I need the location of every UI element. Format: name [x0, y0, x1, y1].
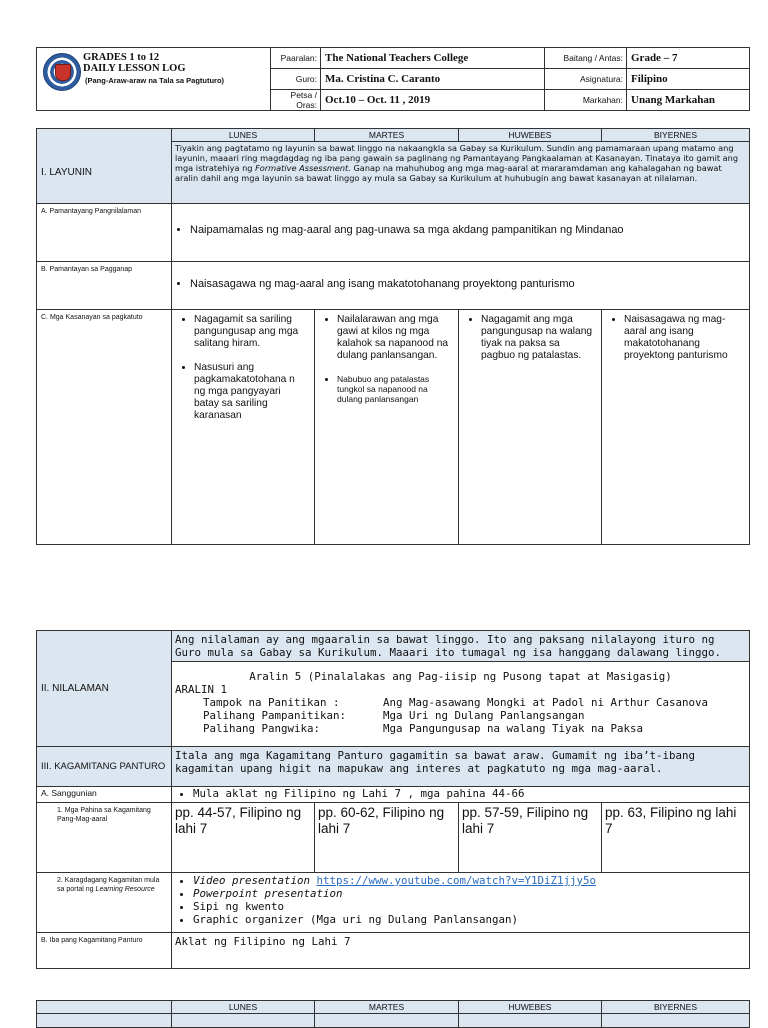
- bottom-blank-cell: [315, 1014, 459, 1028]
- kagamitan-title: III. KAGAMITANG PANTURO: [37, 747, 172, 787]
- bottom-blank-cell: [37, 1014, 172, 1028]
- asignatura-label: Asignatura:: [545, 69, 627, 90]
- bottom-blank-cell: [459, 1014, 602, 1028]
- guro-value: Ma. Cristina C. Caranto: [321, 69, 545, 90]
- asignatura-value: Filipino: [627, 69, 750, 90]
- sanggunian-text: • Mula aklat ng Filipino ng Lahi 7 , mga pahina 44-66: [193, 787, 746, 800]
- list-item: • Nasusuri ang pagkamakatotohana n ng mga pangyayari batay sa sariling karanasan: [194, 362, 308, 422]
- day-header-blank: [37, 129, 172, 142]
- kasanayan-martes: [315, 310, 459, 545]
- markahan-value: Unang Markahan: [627, 90, 750, 111]
- pahina-martes: pp. 60-62, Filipino ng lahi 7: [315, 803, 459, 873]
- layunin-table: [36, 128, 750, 545]
- aralin-row: Palihang Pangwika: Mga Pangungusap na walang Tiyak na Paksa: [203, 722, 644, 735]
- list-item: • Nagagamit ang mga pangungusap na walang tiyak na paksa sa pagbuo ng patalastas.: [481, 314, 595, 362]
- header-table: [36, 47, 750, 111]
- header-title: GRADES 1 to 12 DAILY LESSON LOG: [83, 52, 186, 74]
- paaralan-value: The National Teachers College: [321, 48, 545, 69]
- pamantayan-pagganap-label: B. Pamantayan sa Pagganap: [37, 262, 172, 310]
- list-item: • Nagagamit sa sariling pangungusap ang mga salitang hiram.: [194, 314, 308, 350]
- karagdagang-label: 2. Karagdagang Kagamitan mula sa portal ng Learning Resource: [37, 873, 172, 933]
- list-item: • Powerpoint presentation: [193, 887, 746, 900]
- list-item: • Nailalarawan ang mga gawi at kilos ng mga kalahok sa napanood na dulang panlansangan.: [337, 314, 452, 362]
- petsa-label: Petsa / Oras:: [271, 90, 321, 111]
- karagdagang-cell: [172, 873, 750, 933]
- pamantayan-pagganap-cell: [172, 262, 750, 310]
- nilalaman-content: [172, 662, 750, 747]
- kasanayan-label: C. Mga Kasanayan sa pagkatuto: [37, 310, 172, 545]
- petsa-value: Oct.10 – Oct. 11 , 2019: [321, 90, 545, 111]
- list-item: • Video presentation https://www.youtube.com/watch?v=Y1DiZ1jjy5o: [193, 874, 746, 887]
- list-item: • Sipi ng kwento: [193, 900, 746, 913]
- deped-seal-icon: [43, 53, 81, 91]
- nilalaman-title: II. NILALAMAN: [37, 631, 172, 747]
- iba-pang-text: Aklat ng Filipino ng Lahi 7: [172, 933, 750, 969]
- header-logo-cell: [37, 48, 271, 111]
- sanggunian-label: A. Sanggunian: [37, 787, 172, 803]
- pahina-lunes: pp. 44-57, Filipino ng lahi 7: [172, 803, 315, 873]
- day-header-biyernes: BIYERNES: [602, 1001, 750, 1014]
- list-item: • Graphic organizer (Mga uri ng Dulang Panlansangan): [193, 913, 746, 926]
- aralin-row: Tampok na Panitikan : Ang Mag-asawang Mongki at Padol ni Arthur Casanova: [203, 696, 709, 709]
- pahina-huwebes: pp. 57-59, Filipino ng lahi 7: [459, 803, 602, 873]
- list-item: • Naisasagawa ng mag-aaral ang isang makatotohanang proyektong panturismo: [624, 314, 743, 362]
- baitang-label: Baitang / Antas:: [545, 48, 627, 69]
- kasanayan-huwebes: [459, 310, 602, 545]
- aralin-label: ARALIN 1: [175, 683, 228, 696]
- bottom-blank-cell: [602, 1014, 750, 1028]
- guro-label: Guro:: [271, 69, 321, 90]
- day-header-lunes: LUNES: [172, 129, 315, 142]
- header-subtitle: (Pang-Araw-araw na Tala sa Pagtuturo): [85, 76, 225, 85]
- baitang-value: Grade – 7: [627, 48, 750, 69]
- nilalaman-intro: Ang nilalaman ay ang mgaaralin sa bawat linggo. Ito ang paksang nilalayong ituro ng Guro mula sa Gabay sa Kurikulum. Maaari ito tumagal ng isa hanggang dalawang linggo.: [172, 631, 750, 662]
- video-link[interactable]: https://www.youtube.com/watch?v=Y1DiZ1jjy5o: [316, 874, 597, 887]
- layunin-description: Tiyakin ang pagtatamo ng layunin sa bawat linggo na nakaangkla sa Gabay sa Kurikulum. Sundin ang pamamaraan upang matamo ang layunin, maaari ring magdagdag ng iba pang gawain sa paglinang ng Pamantayang Pangkaalaman at Kasanayan. Tinataya ito gamit ang mga istratehiya ng Formative Assessment. Ganap na mahuhubog ang mga mag-aaral at mararamdaman ang kahalagahan ng bawat aralin dahil ang mga layunin sa bawat linggo ay mula sa Gabay sa Kurikulum at huhubugin ang bawat kasanayan at nilalaman.: [172, 142, 750, 204]
- aralin-title: Aralin 5 (Pinalalakas ang Pag-iisip ng Pusong tapat at Masigasig): [249, 670, 672, 683]
- pahina-biyernes: pp. 63, Filipino ng lahi 7: [602, 803, 750, 873]
- aralin-row: Palihang Pampanitikan: Mga Uri ng Dulang Panlangsangan: [203, 709, 585, 722]
- paaralan-label: Paaralan:: [271, 48, 321, 69]
- pamantayan-pagganap-text: • Naisasagawa ng mag-aaral ang isang makatotohanang proyektong panturismo: [190, 278, 749, 290]
- day-header-huwebes: HUWEBES: [459, 1001, 602, 1014]
- layunin-title: I. LAYUNIN: [37, 142, 172, 204]
- day-header-blank: [37, 1001, 172, 1014]
- day-header-martes: MARTES: [315, 1001, 459, 1014]
- bottom-blank-cell: [172, 1014, 315, 1028]
- kagamitan-intro: Itala ang mga Kagamitang Panturo gagamitin sa bawat araw. Gumamit ng iba’t-ibang kagamitan upang higit na mapukaw ang interes at pagkatuto ng mga mag-aaral.: [172, 747, 750, 787]
- pamantayang-pangnilalaman-cell: [172, 204, 750, 262]
- iba-pang-label: B. Iba pang Kagamitang Panturo: [37, 933, 172, 969]
- nilalaman-table: [36, 630, 750, 969]
- day-header-huwebes: HUWEBES: [459, 129, 602, 142]
- sanggunian-cell: [172, 787, 750, 803]
- day-header-martes: MARTES: [315, 129, 459, 142]
- markahan-label: Markahan:: [545, 90, 627, 111]
- day-header-biyernes: BIYERNES: [602, 129, 750, 142]
- pamantayang-pangnilalaman-text: • Naipamamalas ng mag-aaral ang pag-unawa sa mga akdang pampanitikan ng Mindanao: [190, 224, 749, 236]
- kasanayan-biyernes: [602, 310, 750, 545]
- kasanayan-lunes: [172, 310, 315, 545]
- pahina-label: 1. Mga Pahina sa Kagamitang Pang-Mag-aaral: [37, 803, 172, 873]
- pamantayang-pangnilalaman-label: A. Pamantayang Pangnilalaman: [37, 204, 172, 262]
- day-header-lunes: LUNES: [172, 1001, 315, 1014]
- list-item: • Nabubuo ang patalastas tungkol sa napanood na dulang panlansangan: [337, 374, 452, 404]
